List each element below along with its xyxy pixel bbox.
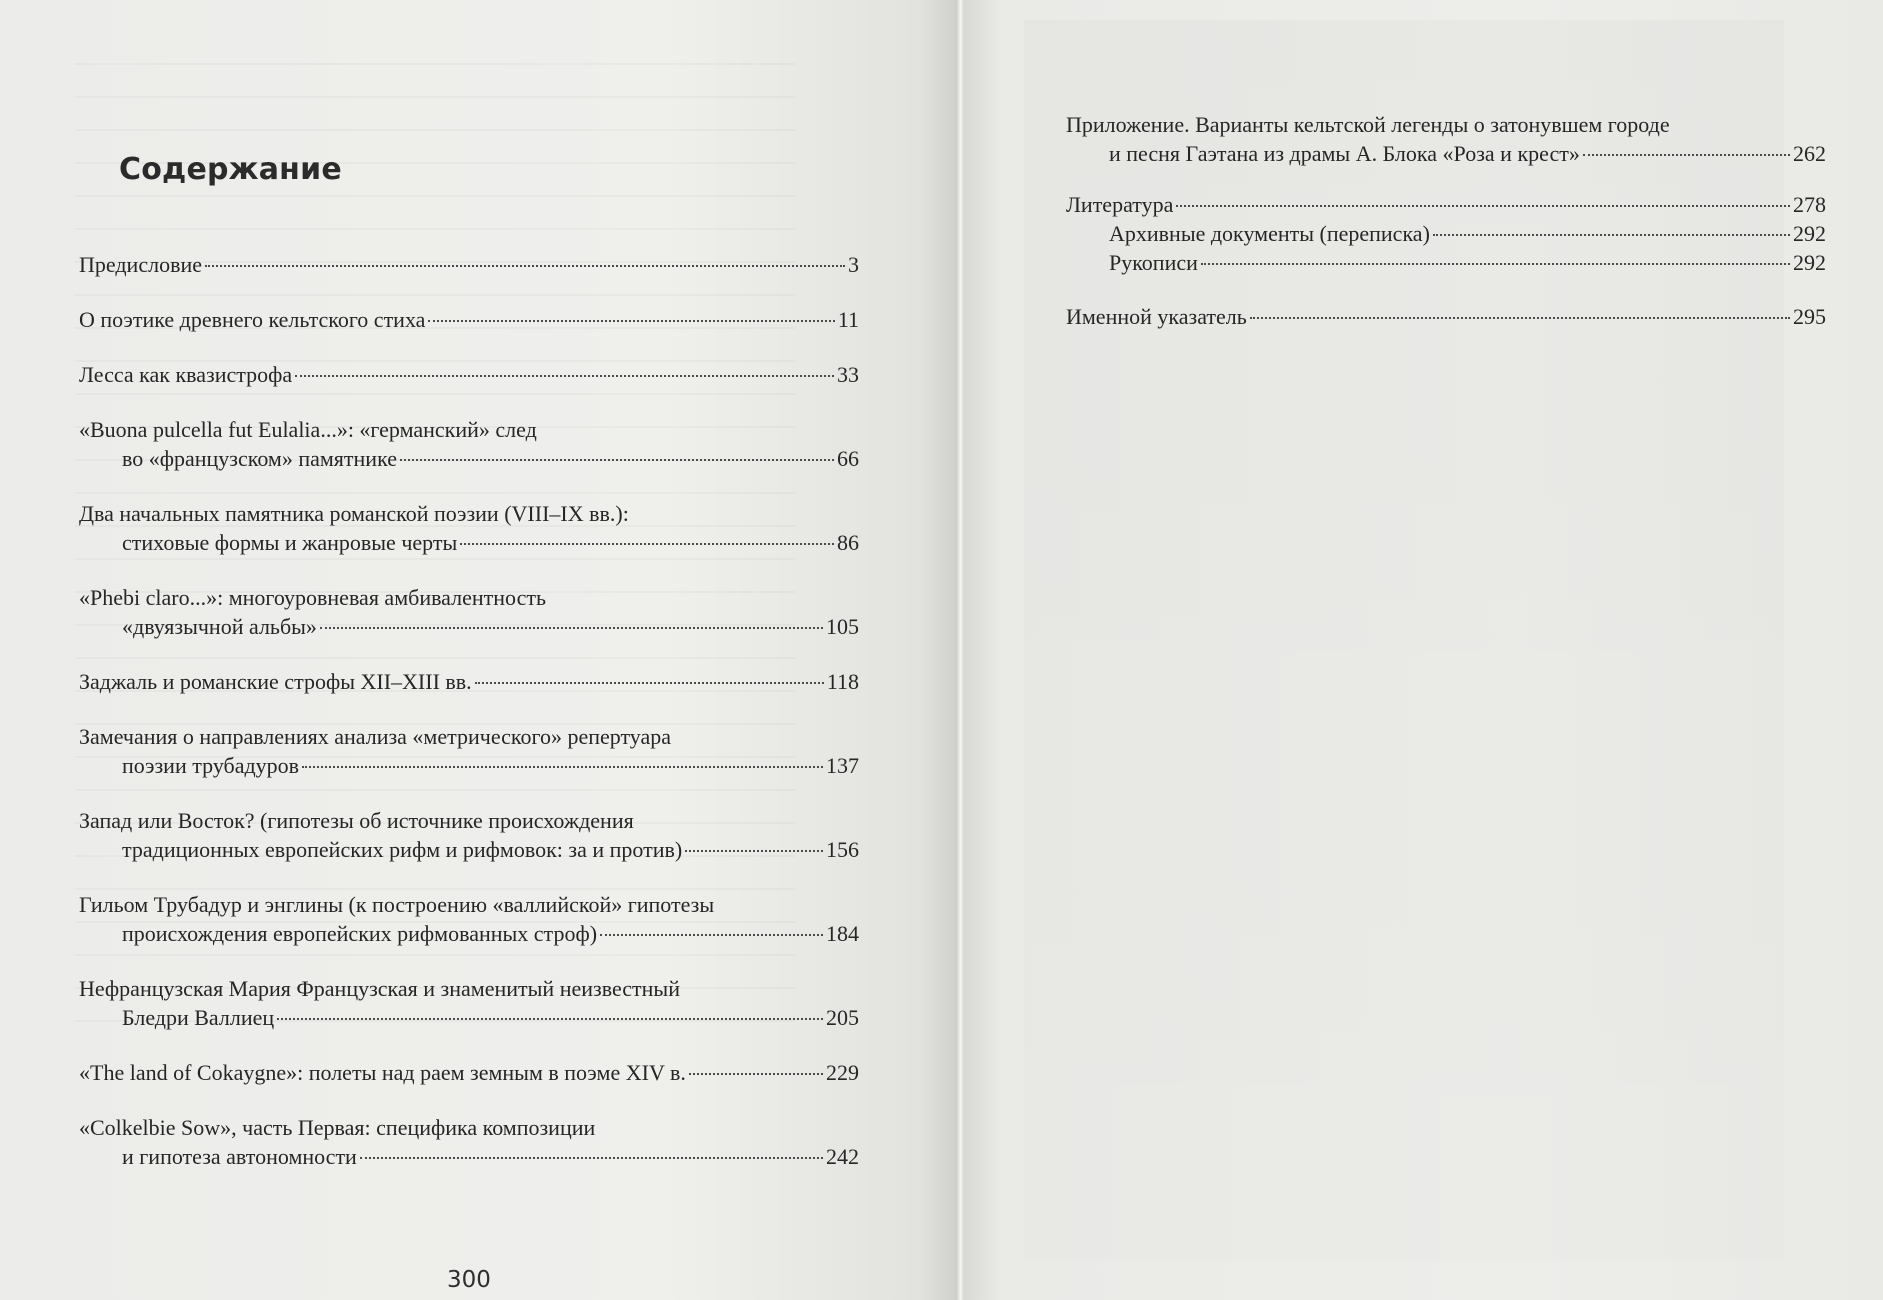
dot-leader — [320, 627, 823, 629]
toc-page-number: 11 — [837, 307, 859, 332]
dot-leader — [400, 459, 834, 461]
toc-entry[interactable] — [1066, 302, 1826, 331]
toc-page-number: 295 — [1793, 304, 1826, 329]
toc-entry[interactable] — [79, 499, 859, 557]
dot-leader — [360, 1157, 823, 1159]
toc-entry-title-continued: и гипотеза автономности — [122, 1144, 357, 1169]
toc-entry-title: Рукописи — [1109, 250, 1198, 275]
page-title: Содержание — [119, 152, 342, 187]
toc-entry-title: Литература — [1066, 192, 1174, 217]
dot-leader — [1201, 263, 1790, 265]
toc-page-number: 184 — [826, 921, 859, 946]
toc-entry[interactable] — [79, 305, 859, 334]
toc-page-number: 242 — [826, 1144, 859, 1169]
toc-entry-title: «Phebi claro...»: многоуровневая амбивалентность — [79, 585, 547, 610]
toc-entry-title: «The land of Cokaygne»: полеты над раем земным в поэме XIV в. — [79, 1060, 686, 1085]
dot-leader — [600, 934, 823, 936]
dot-leader — [1176, 205, 1790, 207]
toc-entry-title: Запад или Восток? (гипотезы об источнике происхождения — [79, 808, 634, 833]
dot-leader — [460, 543, 834, 545]
toc-page-number: 3 — [848, 252, 859, 277]
toc-page-number: 292 — [1793, 250, 1826, 275]
toc-list-right — [1066, 110, 1826, 357]
dot-leader — [205, 265, 845, 267]
dot-leader — [295, 375, 834, 377]
toc-page-number: 137 — [826, 753, 859, 778]
toc-entry[interactable] — [79, 415, 859, 473]
toc-entry[interactable] — [79, 667, 859, 696]
toc-page-number: 118 — [826, 669, 859, 694]
toc-entry-title: О поэтике древнего кельтского стиха — [79, 307, 426, 332]
toc-page-number: 262 — [1793, 141, 1826, 166]
toc-entry[interactable] — [79, 583, 859, 641]
toc-entry-title-continued: во «французском» памятнике — [122, 446, 397, 471]
toc-page-number: 66 — [837, 446, 859, 471]
toc-entry[interactable] — [79, 974, 859, 1032]
toc-entry[interactable] — [79, 1058, 859, 1087]
dot-leader — [277, 1018, 823, 1020]
dot-leader — [689, 1073, 823, 1075]
toc-entry-title-continued: «двуязычной альбы» — [122, 614, 317, 639]
toc-subentry[interactable] — [1066, 219, 1826, 248]
toc-page-number: 105 — [826, 614, 859, 639]
toc-entry[interactable] — [79, 806, 859, 864]
dot-leader — [1250, 317, 1790, 319]
toc-entry-title: Лесса как квазистрофа — [79, 362, 293, 387]
dot-leader — [428, 320, 834, 322]
dot-leader — [1583, 154, 1790, 156]
toc-entry-title: «Buona pulcella fut Eulalia...»: «германский» след — [79, 417, 537, 442]
toc-entry[interactable] — [79, 1113, 859, 1171]
toc-page-number: 86 — [837, 530, 859, 555]
dot-leader — [685, 850, 823, 852]
toc-page-number: 292 — [1793, 221, 1826, 246]
toc-entry-title: Замечания о направлениях анализа «метрического» репертуара — [79, 724, 672, 749]
toc-entry-title: «Colkelbie Sow», часть Первая: специфика композиции — [79, 1115, 596, 1140]
toc-entry-title: Нефранцузская Мария Французская и знаменитый неизвестный — [79, 976, 680, 1001]
toc-page-number: 205 — [826, 1005, 859, 1030]
toc-entry[interactable] — [1066, 110, 1826, 168]
toc-entry-title: Именной указатель — [1066, 304, 1247, 329]
toc-entry-title-continued: традиционных европейских рифм и рифмовок: за и против) — [122, 837, 683, 862]
toc-list-left — [79, 250, 859, 1197]
toc-entry-title: Предисловие — [79, 252, 202, 277]
toc-entry[interactable] — [79, 360, 859, 389]
toc-entry-title-continued: поэзии трубадуров — [122, 753, 300, 778]
toc-entry-title-continued: и песня Гаэтана из драмы А. Блока «Роза и крест» — [1109, 141, 1580, 166]
toc-entry-title-continued: Бледри Валлиец — [122, 1005, 275, 1030]
toc-page-number: 156 — [826, 837, 859, 862]
toc-entry-title: Приложение. Варианты кельтской легенды о затонувшем городе — [1066, 112, 1670, 137]
toc-page-number: 229 — [826, 1060, 859, 1085]
toc-entry-title: Гильом Трубадур и энглины (к построению «валлийской» гипотезы — [79, 892, 715, 917]
toc-entry-title: Два начальных памятника романской поэзии (VIII–IX вв.): — [79, 501, 629, 526]
dot-leader — [475, 682, 824, 684]
toc-entry[interactable] — [79, 250, 859, 279]
right-page — [964, 0, 1883, 1300]
toc-entry[interactable] — [79, 890, 859, 948]
toc-entry-title: Архивные документы (переписка) — [1109, 221, 1430, 246]
toc-subentry[interactable] — [1066, 248, 1826, 277]
toc-entry-title-continued: стиховые формы и жанровые черты — [122, 530, 458, 555]
toc-entry[interactable] — [1066, 190, 1826, 219]
toc-page-number: 33 — [837, 362, 859, 387]
page-number-footer: 300 — [447, 1267, 491, 1293]
dot-leader — [1433, 234, 1790, 236]
dot-leader — [302, 766, 823, 768]
toc-entry[interactable] — [79, 722, 859, 780]
toc-entry-title-continued: происхождения европейских рифмованных строф) — [122, 921, 598, 946]
toc-page-number: 278 — [1793, 192, 1826, 217]
toc-entry-title: Заджаль и романские строфы XII–XIII вв. — [79, 669, 472, 694]
